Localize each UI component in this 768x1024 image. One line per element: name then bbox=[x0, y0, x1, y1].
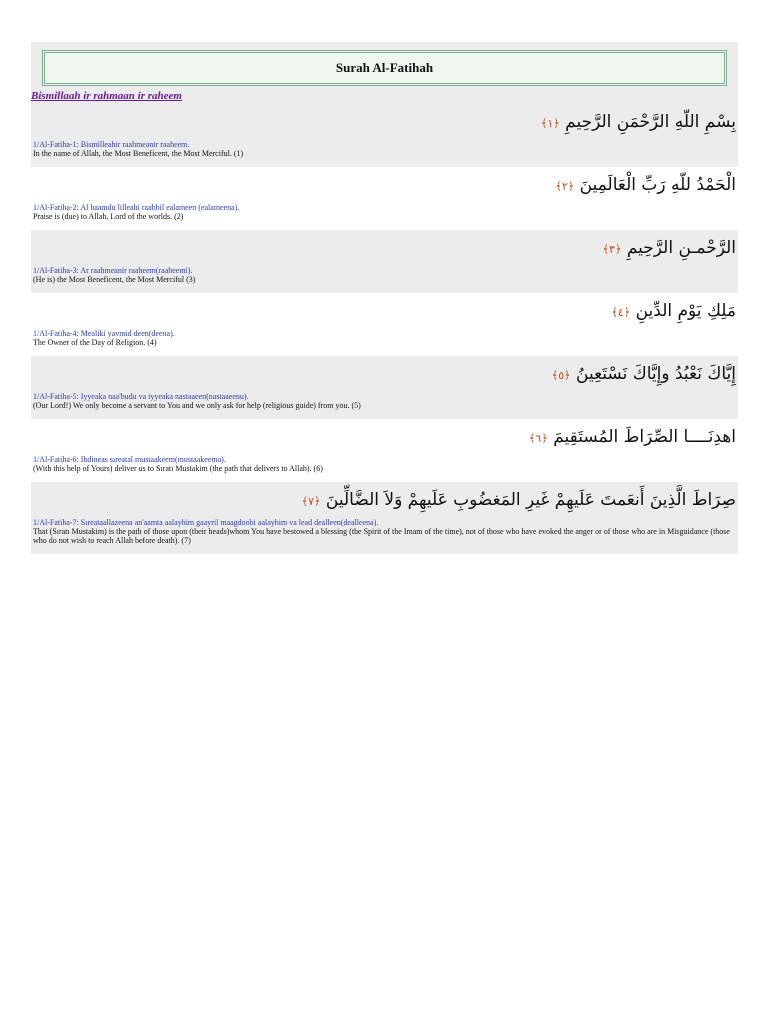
verse-arabic-text: اهدِنَــــا الصِّرَاطَ المُستَقِيمَ bbox=[553, 427, 736, 447]
verse-number-marker: ﴿٢﴾ bbox=[555, 180, 575, 193]
verse-block bbox=[31, 356, 738, 419]
verse-translation: (He is) the Most Beneficent, the Most Merciful (3) bbox=[33, 275, 196, 284]
verse-translation: Praise is (due) to Allah, Lord of the worlds. (2) bbox=[33, 212, 184, 221]
verse-block bbox=[31, 104, 738, 167]
surah-page bbox=[31, 42, 738, 554]
verse-block bbox=[31, 167, 738, 230]
verse-transliteration: 1/Al-Fatiha-3: Ar raahmeanir raaheem(raaheemi). bbox=[33, 266, 193, 275]
verse-translation: (With this help of Yours) deliver us to Sıratı Mustakim (the path that delivers to Allah). (6) bbox=[33, 464, 323, 473]
verse-arabic bbox=[33, 356, 736, 392]
verse-arabic-text: صِرَاطَ الَّذِينَ أَنعَمتَ عَلَيهِمْ غَيرِ المَغضُوبِ عَلَيهِمْ وَلاَ الضَّالِّينَ bbox=[325, 490, 736, 510]
verse-arabic bbox=[33, 293, 736, 329]
verse-number-marker: ﴿١﴾ bbox=[540, 117, 560, 130]
verse-transliteration: 1/Al-Fatiha-5: Iyyeaka naa'budu va iyyeaka nastaaeen(nastaaeenu). bbox=[33, 392, 249, 401]
verse-transliteration: 1/Al-Fatiha-6: Ihdineas sıreatal mustaakeem(mustaakeema). bbox=[33, 455, 226, 464]
page-title: Surah Al-Fatihah bbox=[335, 60, 434, 75]
verse-translation: In the name of Allah, the Most Beneficent, the Most Merciful. (1) bbox=[33, 149, 244, 158]
verse-arabic-text: الْحَمْدُ للّهِ رَبِّ الْعَالَمِينَ bbox=[579, 175, 736, 195]
verse-block bbox=[31, 230, 738, 293]
verse-arabic-text: مَلِكِ يَوْمِ الدِّينِ bbox=[635, 301, 736, 321]
verse-block bbox=[31, 482, 738, 554]
verse-transliteration: 1/Al-Fatiha-2: Al haamdu lilleahi raabbil ealameen (ealameena). bbox=[33, 203, 240, 212]
verse-arabic bbox=[33, 482, 736, 518]
verse-arabic-text: إِيَّاكَ نَعْبُدُ وإِيَّاكَ نَسْتَعِينُ bbox=[576, 364, 736, 384]
verse-transliteration: 1/Al-Fatiha-7: Sıreataallazeena an'aamta aalayhim gaayril maagdoobi aalayhim va lead dealleen(dealleena). bbox=[33, 518, 379, 527]
verse-block bbox=[31, 293, 738, 356]
title-bar bbox=[31, 42, 738, 90]
verse-number-marker: ﴿٧﴾ bbox=[301, 495, 321, 508]
title-box bbox=[42, 50, 727, 86]
verse-number-marker: ﴿٥﴾ bbox=[551, 369, 571, 382]
verse-number-marker: ﴿٣﴾ bbox=[602, 243, 622, 256]
verse-translation: That (Sıratı Mustakim) is the path of those upon (their heads)whom You have bestowed a blessing (the Spirit of the Imam of the time), not of those who have evoked the anger or of those who are in Misguidance (those who do not wish to reach Allah before death). (7) bbox=[33, 527, 730, 545]
verse-translation: (Our Lord!) We only become a servant to You and we only ask for help (religious guide) from you. (5) bbox=[33, 401, 361, 410]
verse-arabic bbox=[33, 104, 736, 140]
verse-arabic bbox=[33, 419, 736, 455]
verse-transliteration: 1/Al-Fatiha-1: Bismilleahir raahmeanir raaheem. bbox=[33, 140, 190, 149]
verse-arabic bbox=[33, 230, 736, 266]
verse-arabic bbox=[33, 167, 736, 203]
verse-translation: The Owner of the Day of Religion. (4) bbox=[33, 338, 157, 347]
verse-number-marker: ﴿٦﴾ bbox=[528, 432, 548, 445]
bismillah-link[interactable]: Bismillaah ir rahmaan ir raheem bbox=[31, 90, 738, 104]
verse-arabic-text: الرَّحْمـنِ الرَّحِيمِ bbox=[626, 238, 736, 258]
verse-transliteration: 1/Al-Fatiha-4: Mealiki yavmid deen(deena). bbox=[33, 329, 175, 338]
verse-block bbox=[31, 419, 738, 482]
verse-arabic-text: بِسْمِ اللّهِ الرَّحْمَنِ الرَّحِيمِ bbox=[565, 112, 736, 132]
verse-number-marker: ﴿٤﴾ bbox=[611, 306, 631, 319]
